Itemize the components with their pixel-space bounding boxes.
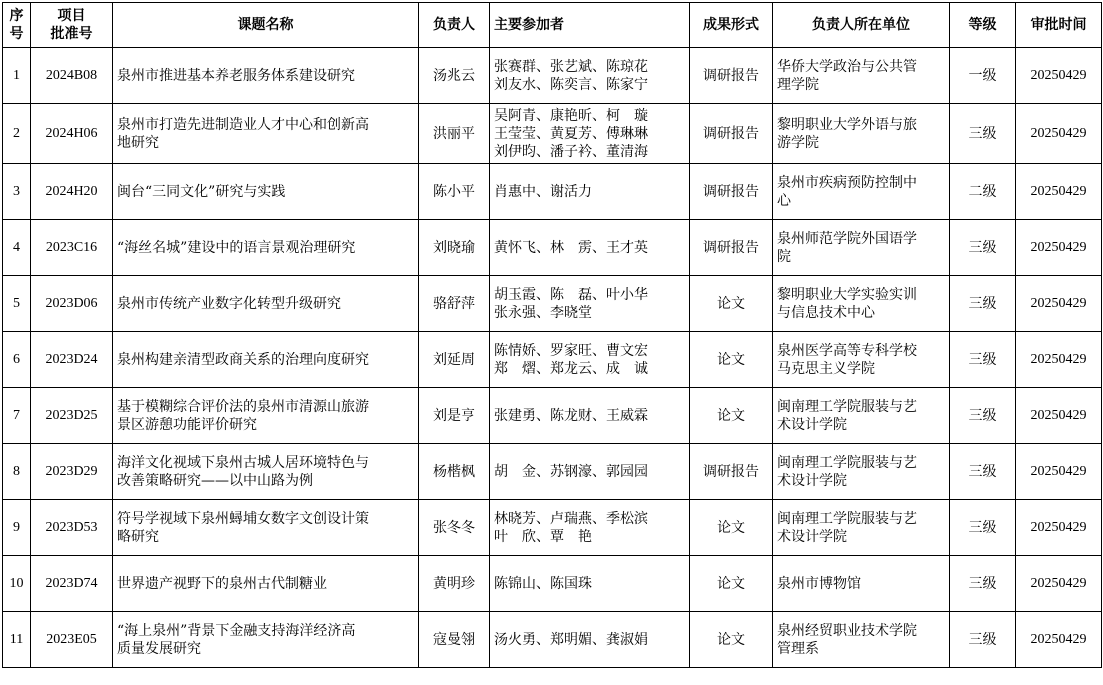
cell-grade: 三级 [950,220,1016,276]
cell-approval-time: 20250429 [1016,104,1102,164]
cell-grade: 三级 [950,104,1016,164]
cell-approval-no: 2024H20 [31,164,113,220]
cell-title: 符号学视域下泉州蟳埔女数字文创设计策 略研究 [113,500,419,556]
cell-result-form: 论文 [690,276,773,332]
cell-approval-time: 20250429 [1016,444,1102,500]
cell-result-form: 论文 [690,556,773,612]
cell-title: 世界遗产视野下的泉州古代制糖业 [113,556,419,612]
cell-title: 泉州市推进基本养老服务体系建设研究 [113,48,419,104]
cell-approval-no: 2023E05 [31,612,113,668]
cell-title: 泉州构建亲清型政商关系的治理向度研究 [113,332,419,388]
table-row [3,388,1102,444]
cell-grade: 二级 [950,164,1016,220]
cell-leader: 黄明珍 [419,556,490,612]
header-title: 课题名称 [113,3,419,48]
header-result-form: 成果形式 [690,3,773,48]
cell-approval-no: 2023D25 [31,388,113,444]
cell-approval-no: 2023D06 [31,276,113,332]
cell-approval-no: 2023D74 [31,556,113,612]
cell-result-form: 调研报告 [690,48,773,104]
cell-seq: 5 [3,276,31,332]
cell-seq: 4 [3,220,31,276]
header-unit: 负责人所在单位 [773,3,950,48]
table-row [3,612,1102,668]
cell-result-form: 论文 [690,332,773,388]
cell-result-form: 论文 [690,500,773,556]
cell-participants: 吴阿青、康艳昕、柯 璇 王莹莹、黄夏芳、傅琳琳 刘伊昀、潘子衿、董清海 [490,104,690,164]
cell-unit: 泉州市疾病预防控制中 心 [773,164,950,220]
cell-title: 泉州市传统产业数字化转型升级研究 [113,276,419,332]
cell-unit: 闽南理工学院服装与艺 术设计学院 [773,500,950,556]
cell-participants: 张赛群、张艺斌、陈琼花 刘友水、陈奕言、陈家宁 [490,48,690,104]
table-row [3,276,1102,332]
cell-approval-time: 20250429 [1016,500,1102,556]
header-approval-no: 项目 批准号 [31,3,113,48]
cell-title: 泉州市打造先进制造业人才中心和创新高 地研究 [113,104,419,164]
table-row [3,48,1102,104]
cell-grade: 一级 [950,48,1016,104]
cell-approval-no: 2024H06 [31,104,113,164]
cell-unit: 黎明职业大学实验实训 与信息技术中心 [773,276,950,332]
cell-participants: 肖惠中、谢活力 [490,164,690,220]
cell-leader: 寇曼翎 [419,612,490,668]
cell-seq: 7 [3,388,31,444]
cell-participants: 陈情娇、罗家旺、曹文宏 郑 熠、郑龙云、成 诚 [490,332,690,388]
cell-leader: 刘延周 [419,332,490,388]
cell-grade: 三级 [950,444,1016,500]
cell-grade: 三级 [950,276,1016,332]
cell-participants: 汤火勇、郑明媚、龚淑娟 [490,612,690,668]
cell-participants: 黄怀飞、林 雳、王才英 [490,220,690,276]
cell-approval-no: 2024B08 [31,48,113,104]
cell-leader: 汤兆云 [419,48,490,104]
cell-approval-time: 20250429 [1016,48,1102,104]
cell-participants: 陈锦山、陈国珠 [490,556,690,612]
cell-grade: 三级 [950,556,1016,612]
cell-unit: 闽南理工学院服装与艺 术设计学院 [773,388,950,444]
cell-participants: 林晓芳、卢瑞燕、季松滨 叶 欣、覃 艳 [490,500,690,556]
cell-approval-time: 20250429 [1016,276,1102,332]
cell-approval-no: 2023D53 [31,500,113,556]
table-row [3,444,1102,500]
project-table [2,2,1102,668]
cell-leader: 刘是亨 [419,388,490,444]
cell-title: 海洋文化视域下泉州古城人居环境特色与 改善策略研究——以中山路为例 [113,444,419,500]
header-grade: 等级 [950,3,1016,48]
cell-unit: 闽南理工学院服装与艺 术设计学院 [773,444,950,500]
cell-title: 基于模糊综合评价法的泉州市清源山旅游 景区游憩功能评价研究 [113,388,419,444]
cell-result-form: 论文 [690,388,773,444]
table-row [3,500,1102,556]
cell-approval-time: 20250429 [1016,612,1102,668]
table-row [3,556,1102,612]
cell-participants: 张建勇、陈龙财、王威霖 [490,388,690,444]
header-row [3,3,1102,48]
cell-title: “海上泉州”背景下金融支持海洋经济高 质量发展研究 [113,612,419,668]
cell-grade: 三级 [950,332,1016,388]
cell-title: 闽台“三同文化”研究与实践 [113,164,419,220]
header-participants: 主要参加者 [490,3,690,48]
table-row [3,332,1102,388]
cell-approval-no: 2023C16 [31,220,113,276]
cell-leader: 骆舒萍 [419,276,490,332]
cell-participants: 胡 金、苏钢濠、郭园园 [490,444,690,500]
header-approval-time: 审批时间 [1016,3,1102,48]
cell-result-form: 调研报告 [690,104,773,164]
cell-grade: 三级 [950,388,1016,444]
table-row [3,104,1102,164]
cell-title: “海丝名城”建设中的语言景观治理研究 [113,220,419,276]
cell-seq: 10 [3,556,31,612]
cell-unit: 华侨大学政治与公共管 理学院 [773,48,950,104]
cell-seq: 9 [3,500,31,556]
header-leader: 负责人 [419,3,490,48]
table-row [3,220,1102,276]
header-seq: 序 号 [3,3,31,48]
cell-seq: 11 [3,612,31,668]
cell-seq: 2 [3,104,31,164]
cell-approval-no: 2023D29 [31,444,113,500]
cell-unit: 黎明职业大学外语与旅 游学院 [773,104,950,164]
table-row [3,164,1102,220]
cell-leader: 洪丽平 [419,104,490,164]
cell-approval-time: 20250429 [1016,388,1102,444]
cell-participants: 胡玉霞、陈 磊、叶小华 张永强、李晓堂 [490,276,690,332]
cell-result-form: 调研报告 [690,444,773,500]
cell-approval-no: 2023D24 [31,332,113,388]
cell-approval-time: 20250429 [1016,164,1102,220]
cell-approval-time: 20250429 [1016,220,1102,276]
cell-unit: 泉州师范学院外国语学 院 [773,220,950,276]
cell-seq: 8 [3,444,31,500]
cell-grade: 三级 [950,500,1016,556]
cell-grade: 三级 [950,612,1016,668]
cell-approval-time: 20250429 [1016,332,1102,388]
cell-leader: 陈小平 [419,164,490,220]
cell-leader: 杨楷枫 [419,444,490,500]
cell-seq: 6 [3,332,31,388]
cell-result-form: 调研报告 [690,164,773,220]
cell-seq: 3 [3,164,31,220]
cell-seq: 1 [3,48,31,104]
cell-leader: 刘晓瑜 [419,220,490,276]
cell-unit: 泉州经贸职业技术学院 管理系 [773,612,950,668]
cell-result-form: 论文 [690,612,773,668]
cell-approval-time: 20250429 [1016,556,1102,612]
cell-unit: 泉州医学高等专科学校 马克思主义学院 [773,332,950,388]
cell-leader: 张冬冬 [419,500,490,556]
cell-result-form: 调研报告 [690,220,773,276]
cell-unit: 泉州市博物馆 [773,556,950,612]
